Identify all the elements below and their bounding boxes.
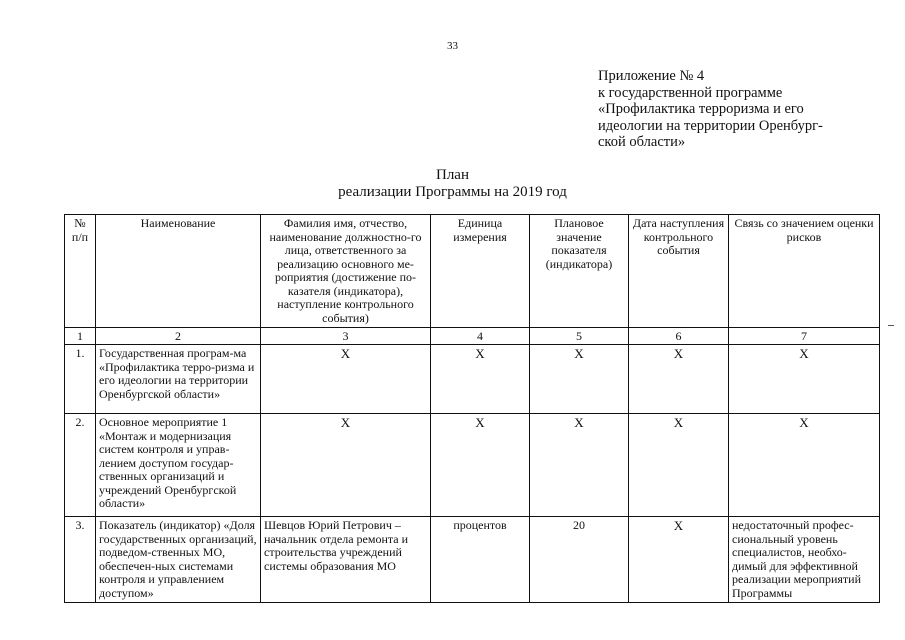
- appendix-line: ской области»: [598, 134, 686, 150]
- row-responsible: Шевцов Юрий Петрович – начальник отдела ремонта и строительства учреждений системы образования МО: [261, 517, 431, 603]
- column-number: 6: [629, 328, 729, 345]
- column-number-row: [65, 328, 880, 345]
- row-date: Х: [629, 345, 729, 414]
- title-line: План: [435, 167, 469, 183]
- row-unit: Х: [431, 345, 530, 414]
- plan-table: [64, 214, 880, 603]
- header-plan-value: Плановое значение показателя (индикатора): [530, 215, 629, 328]
- row-plan-value: Х: [530, 414, 629, 517]
- appendix-block: [598, 68, 838, 151]
- row-risk: недостаточный профес-сиональный уровень специалистов, необхо-димый для эффективной реализации мероприятий Программы: [729, 517, 880, 603]
- row-name: Основное мероприятие 1 «Монтаж и модернизация систем контроля и управ-лением доступом государ-ственных организаций и учреждений Оренбургской области»: [96, 414, 261, 517]
- scan-mark: [888, 325, 894, 326]
- table-row: [65, 345, 880, 414]
- row-number: 2.: [65, 414, 96, 517]
- row-unit: процентов: [431, 517, 530, 603]
- row-responsible: Х: [261, 345, 431, 414]
- appendix-line: «Профилактика терроризма и его: [598, 101, 804, 117]
- row-number: 1.: [65, 345, 96, 414]
- column-number: 1: [65, 328, 96, 345]
- table-row: [65, 517, 880, 603]
- header-row: [65, 215, 880, 328]
- row-responsible: Х: [261, 414, 431, 517]
- header-unit: Единица измерения: [431, 215, 530, 328]
- appendix-line: Приложение № 4: [598, 68, 705, 84]
- row-plan-value: 20: [530, 517, 629, 603]
- column-number: 3: [261, 328, 431, 345]
- row-number: 3.: [65, 517, 96, 603]
- column-number: 5: [530, 328, 629, 345]
- appendix-line: к государственной программе: [598, 84, 783, 101]
- column-number: 2: [96, 328, 261, 345]
- header-date: Дата наступления контрольного события: [629, 215, 729, 328]
- page-number: 33: [447, 40, 458, 52]
- row-date: Х: [629, 517, 729, 603]
- appendix-line: идеологии на территории Оренбург-: [598, 117, 823, 134]
- row-name: Показатель (индикатор) «Доля государственных организаций, подведом-ственных МО, обеспечен-ных системами контроля и управлением доступом»: [96, 517, 261, 603]
- row-plan-value: Х: [530, 345, 629, 414]
- row-name: Государственная програм-ма «Профилактика терро-ризма и его идеологии на территории Оренбургской области»: [96, 345, 261, 414]
- row-risk: Х: [729, 345, 880, 414]
- column-number: 4: [431, 328, 530, 345]
- header-num: № п/п: [65, 215, 96, 328]
- header-name: Наименование: [96, 215, 261, 328]
- row-date: Х: [629, 414, 729, 517]
- title-line: реализации Программы на 2019 год: [338, 184, 567, 200]
- header-risk: Связь со значением оценки рисков: [729, 215, 880, 328]
- table-row: [65, 414, 880, 517]
- header-responsible: Фамилия имя, отчество, наименование должностно-го лица, ответственного за реализацию основного ме-роприятия (достижение по-казателя (индикатора), наступление контрольного события): [261, 215, 431, 328]
- document-title: [0, 167, 905, 201]
- column-number: 7: [729, 328, 880, 345]
- row-unit: Х: [431, 414, 530, 517]
- row-risk: Х: [729, 414, 880, 517]
